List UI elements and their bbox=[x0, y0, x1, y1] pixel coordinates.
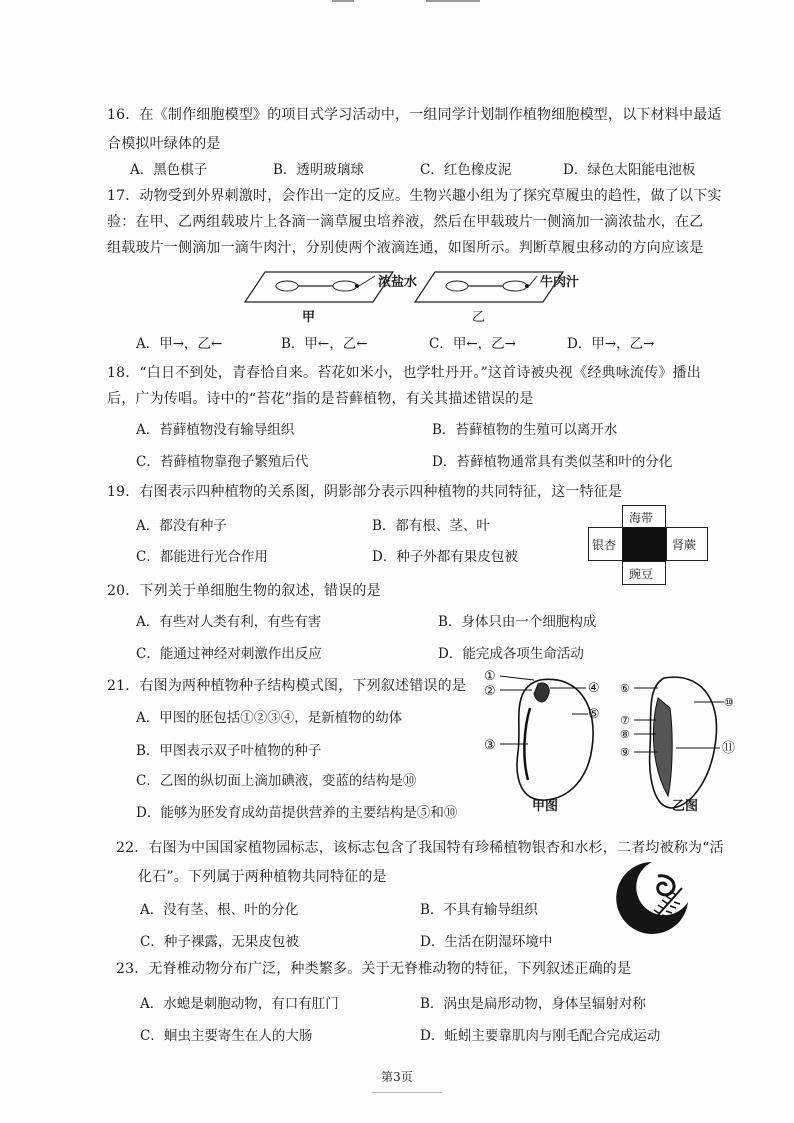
q19-label-left: 银杏 bbox=[592, 538, 617, 552]
q18-stem-1: 18．“白日不到处，青春恰自来。苔花如米小，也学牡丹开。”这首诗被央视《经典咏流传》播出 bbox=[107, 365, 701, 381]
q22-option-c: C．种子裸露，无果皮包被 bbox=[140, 934, 299, 950]
q16-option-a: A．黑色棋子 bbox=[130, 162, 208, 178]
q18-option-a: A．苔藓植物没有输导组织 bbox=[136, 422, 295, 438]
corn-embryo bbox=[653, 698, 672, 796]
q17-option-b: B．甲←，乙← bbox=[281, 336, 368, 352]
bean-label-4: ④ bbox=[588, 681, 600, 696]
botanical-garden-logo bbox=[612, 858, 692, 938]
bean-label-3: ③ bbox=[484, 738, 496, 753]
q17-caption-yi: 乙 bbox=[472, 310, 486, 325]
corn-label-7: ⑦ bbox=[620, 714, 630, 727]
q23-option-b: B．涡虫是扁形动物，身体呈辐射对称 bbox=[420, 996, 646, 1012]
q17-option-c: C．甲←，乙→ bbox=[429, 336, 516, 352]
q20-option-d: D．能完成各项生命活动 bbox=[438, 646, 584, 662]
q18-option-d: D．苔藓植物通常具有类似茎和叶的分化 bbox=[432, 454, 673, 470]
corn-label-11: ⑪ bbox=[722, 741, 736, 756]
bean-label-5: ⑤ bbox=[588, 707, 600, 722]
q20-option-b: B．身体只由一个细胞构成 bbox=[438, 614, 597, 630]
q20-option-c: C．能通过神经对刺激作出反应 bbox=[136, 646, 322, 662]
q20-option-a: A．有些对人类有利，有些有害 bbox=[136, 614, 322, 630]
q21-caption-jia: 甲图 bbox=[532, 799, 559, 814]
bean-label-1: ① bbox=[484, 669, 496, 684]
q19-label-bottom: 豌豆 bbox=[629, 567, 654, 581]
q17-label-beef-broth: 牛肉汁 bbox=[540, 275, 580, 290]
q21-option-b: B．甲图表示双子叶植物的种子 bbox=[136, 743, 322, 759]
bean-label-2: ② bbox=[484, 684, 496, 699]
q21-stem: 21．右图为两种植物种子结构模式图，下列叙述错误的是 bbox=[107, 678, 467, 694]
q19-cross-diagram bbox=[588, 505, 708, 585]
q19-box-center-shaded bbox=[622, 527, 666, 561]
q16-stem-2: 合模拟叶绿体的是 bbox=[107, 136, 221, 152]
scan-mark-top-left bbox=[332, 0, 354, 2]
q22-option-a: A．没有茎、根、叶的分化 bbox=[140, 902, 299, 918]
q17-option-d: D．甲→，乙→ bbox=[567, 336, 655, 352]
scan-noise-footer bbox=[372, 1092, 442, 1093]
q23-option-a: A．水螅是刺胞动物，有口有肛门 bbox=[140, 996, 339, 1012]
q18-stem-2: 后，广为传唱。诗中的“苔花”指的是苔藓植物，有关其描述错误的是 bbox=[107, 391, 534, 407]
q20-stem: 20．下列关于单细胞生物的叙述，错误的是 bbox=[107, 583, 381, 599]
q17-stem-3: 组载玻片一侧滴加一滴牛肉汁，分别使两个液滴连通，如图所示。判断草履虫移动的方向应该是 bbox=[107, 240, 704, 256]
q22-option-b: B．不具有输导组织 bbox=[420, 902, 538, 918]
q19-option-d: D．种子外都有果皮包被 bbox=[372, 549, 518, 565]
corn-label-8: ⑧ bbox=[620, 728, 630, 741]
q16-option-c: C．红色橡皮泥 bbox=[420, 162, 512, 178]
q17-stem-2: 验：在甲、乙两组载玻片上各滴一滴草履虫培养液，然后在甲载玻片一侧滴加一滴浓盐水，在乙 bbox=[107, 214, 704, 230]
scan-mark-top-mid bbox=[426, 0, 480, 2]
q21-caption-yi: 乙图 bbox=[672, 799, 699, 814]
q16-option-d: D．绿色太阳能电池板 bbox=[563, 162, 696, 178]
corn-label-9: ⑨ bbox=[620, 746, 630, 759]
q23-option-d: D．蚯蚓主要靠肌肉与刚毛配合完成运动 bbox=[420, 1028, 661, 1044]
q22-stem-1: 22．右图为中国国家植物园标志，该标志包含了我国特有珍稀植物银杏和水杉，二者均被称为“活 bbox=[116, 840, 724, 856]
q19-option-a: A．都没有种子 bbox=[136, 518, 227, 534]
q21-option-a: A．甲图的胚包括①②③④，是新植物的幼体 bbox=[136, 710, 403, 726]
bean-embryo bbox=[534, 683, 549, 702]
q21-option-d: D．能够为胚发育成幼苗提供营养的主要结构是⑤和⑩ bbox=[136, 805, 458, 821]
q17-label-salt-water: 浓盐水 bbox=[378, 275, 418, 290]
q16-stem-1: 16．在《制作细胞模型》的项目式学习活动中，一组同学计划制作植物细胞模型，以下材料中最适 bbox=[107, 107, 722, 123]
q17-caption-jia: 甲 bbox=[302, 310, 316, 325]
q16-option-b: B．透明玻璃球 bbox=[273, 162, 364, 178]
bean-seed-outline bbox=[517, 679, 593, 800]
q22-option-d: D．生活在阴湿环境中 bbox=[420, 934, 553, 950]
q23-option-c: C．蛔虫主要寄生在人的大肠 bbox=[140, 1028, 313, 1044]
corn-label-6: ⑥ bbox=[620, 682, 630, 695]
q18-option-b: B．苔藓植物的生殖可以离开水 bbox=[432, 422, 618, 438]
q21-option-c: C．乙图的纵切面上滴加碘液，变蓝的结构是⑩ bbox=[136, 773, 417, 789]
page-number: 第3页 bbox=[381, 1070, 413, 1084]
q19-label-top: 海带 bbox=[629, 511, 654, 525]
q19-stem: 19．右图表示四种植物的关系图，阴影部分表示四种植物的共同特征，这一特征是 bbox=[107, 484, 623, 500]
q19-option-b: B．都有根、茎、叶 bbox=[372, 518, 490, 534]
q18-option-c: C．苔藓植物靠孢子繁殖后代 bbox=[136, 454, 309, 470]
slide-jia bbox=[245, 272, 393, 302]
q17-stem-1: 17．动物受到外界刺激时，会作出一定的反应。生物兴趣小组为了探究草履虫的趋性，做了以下实 bbox=[107, 188, 722, 204]
q22-stem-2: 化石”。下列属于两种植物共同特征的是 bbox=[138, 869, 387, 885]
q17-option-a: A．甲→，乙← bbox=[136, 336, 223, 352]
q19-label-right: 肾蕨 bbox=[672, 538, 697, 552]
corn-label-10: ⑩ bbox=[724, 696, 734, 709]
q23-stem: 23．无脊椎动物分布广泛，种类繁多。关于无脊椎动物的特征，下列叙述正确的是 bbox=[116, 961, 632, 977]
q19-option-c: C．都能进行光合作用 bbox=[136, 549, 268, 565]
